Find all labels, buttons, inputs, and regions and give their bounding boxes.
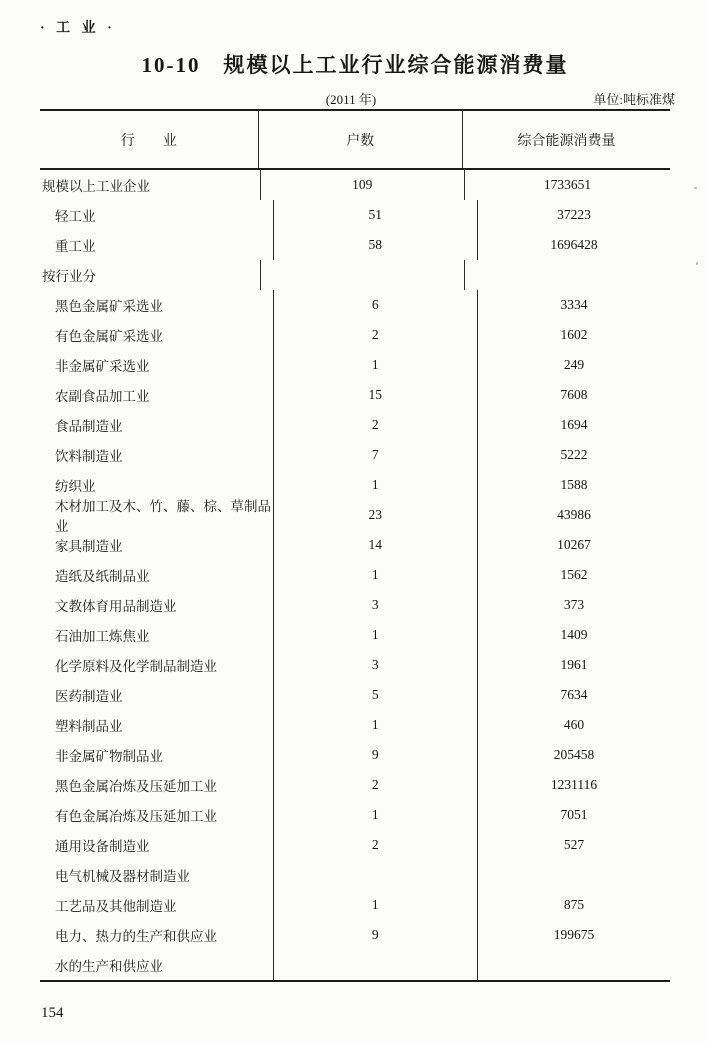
table-row bbox=[40, 800, 670, 830]
count-cell: 1 bbox=[274, 620, 479, 650]
column-header-industry: 行 业 bbox=[40, 111, 259, 168]
industry-cell: 电力、热力的生产和供应业 bbox=[40, 920, 274, 950]
energy-consumption-table bbox=[40, 109, 670, 982]
energy-cell: 1694 bbox=[560, 417, 588, 432]
table-row bbox=[40, 770, 670, 800]
industry-cell: 有色金属矿采选业 bbox=[40, 320, 274, 350]
count-cell: 9 bbox=[274, 740, 479, 770]
energy-cell: 1696428 bbox=[550, 237, 598, 252]
table-header-row bbox=[40, 109, 670, 170]
industry-cell: 造纸及纸制品业 bbox=[40, 560, 274, 590]
table-row bbox=[40, 260, 670, 290]
industry-cell: 食品制造业 bbox=[40, 410, 274, 440]
industry-cell: 家具制造业 bbox=[40, 530, 274, 560]
table-row bbox=[40, 650, 670, 680]
table-row bbox=[40, 860, 670, 890]
count-cell: 2 bbox=[274, 770, 479, 800]
industry-cell: 塑料制品业 bbox=[40, 710, 274, 740]
industry-cell: 有色金属冶炼及压延加工业 bbox=[40, 800, 274, 830]
table-body bbox=[40, 170, 670, 982]
energy-cell: 1961 bbox=[560, 657, 588, 672]
table-row bbox=[40, 200, 670, 230]
energy-cell: 1562 bbox=[560, 567, 588, 582]
count-cell: 2 bbox=[274, 320, 479, 350]
energy-cell: 875 bbox=[563, 897, 585, 912]
table-row bbox=[40, 680, 670, 710]
scan-speck bbox=[696, 262, 698, 265]
energy-cell: 3334 bbox=[560, 297, 588, 312]
count-cell: 9 bbox=[274, 920, 479, 950]
energy-cell: 7051 bbox=[560, 807, 588, 822]
count-cell: 109 bbox=[261, 170, 466, 200]
table-row bbox=[40, 530, 670, 560]
scan-speck bbox=[694, 187, 697, 189]
industry-cell: 石油加工炼焦业 bbox=[40, 620, 274, 650]
industry-cell: 非金属矿物制品业 bbox=[40, 740, 274, 770]
count-cell: 1 bbox=[274, 350, 479, 380]
table-row bbox=[40, 380, 670, 410]
energy-cell: 7608 bbox=[560, 387, 588, 402]
energy-cell: 199675 bbox=[553, 927, 595, 942]
energy-cell: 460 bbox=[563, 717, 585, 732]
table-row bbox=[40, 440, 670, 470]
industry-cell: 黑色金属矿采选业 bbox=[40, 290, 274, 320]
page-title: 10-10 规模以上工业行业综合能源消费量 bbox=[141, 53, 569, 77]
year-note: (2011 年) bbox=[325, 92, 377, 107]
industry-cell: 重工业 bbox=[40, 230, 274, 260]
count-cell: 7 bbox=[274, 440, 479, 470]
table-row bbox=[40, 320, 670, 350]
table-row bbox=[40, 410, 670, 440]
industry-cell: 通用设备制造业 bbox=[40, 830, 274, 860]
table-row bbox=[40, 590, 670, 620]
table-row bbox=[40, 230, 670, 260]
count-cell: 2 bbox=[274, 410, 479, 440]
energy-cell: 249 bbox=[563, 357, 585, 372]
energy-cell: 205458 bbox=[553, 747, 595, 762]
count-cell bbox=[261, 260, 466, 290]
table-row bbox=[40, 830, 670, 860]
table-row bbox=[40, 740, 670, 770]
column-header-energy: 综合能源消费量 bbox=[517, 133, 616, 149]
count-cell: 1 bbox=[274, 560, 479, 590]
industry-cell: 水的生产和供应业 bbox=[40, 950, 274, 980]
industry-cell: 规模以上工业企业 bbox=[40, 170, 261, 200]
count-cell: 15 bbox=[274, 380, 479, 410]
industry-cell: 文教体育用品制造业 bbox=[40, 590, 274, 620]
industry-cell: 轻工业 bbox=[40, 200, 274, 230]
energy-cell: 5222 bbox=[560, 447, 588, 462]
energy-cell: 1231116 bbox=[550, 777, 598, 792]
table-row bbox=[40, 620, 670, 650]
industry-cell: 化学原料及化学制品制造业 bbox=[40, 650, 274, 680]
energy-cell: 37223 bbox=[557, 207, 591, 222]
energy-cell: 1733651 bbox=[543, 177, 592, 192]
energy-cell: 1588 bbox=[560, 477, 588, 492]
energy-cell: 7634 bbox=[560, 687, 588, 702]
energy-cell: 373 bbox=[563, 597, 585, 612]
table-row bbox=[40, 950, 670, 980]
count-cell: 23 bbox=[274, 500, 479, 530]
industry-cell: 饮料制造业 bbox=[40, 440, 274, 470]
table-subline bbox=[0, 89, 710, 107]
count-cell bbox=[274, 860, 479, 890]
count-cell: 1 bbox=[274, 710, 479, 740]
unit-note: 单位:吨标准煤 bbox=[593, 92, 675, 107]
energy-cell: 1409 bbox=[560, 627, 588, 642]
industry-cell: 工艺品及其他制造业 bbox=[40, 890, 274, 920]
energy-cell: 43986 bbox=[557, 507, 591, 522]
section-label: · 工 业 · bbox=[40, 21, 116, 36]
table-row bbox=[40, 920, 670, 950]
count-cell: 1 bbox=[274, 800, 479, 830]
industry-cell: 木材加工及木、竹、藤、棕、草制品业 bbox=[40, 500, 274, 530]
count-cell: 2 bbox=[274, 830, 479, 860]
table-row bbox=[40, 499, 670, 534]
table-row bbox=[40, 350, 670, 380]
count-cell: 3 bbox=[274, 590, 479, 620]
count-cell: 6 bbox=[274, 290, 479, 320]
table-row bbox=[40, 170, 670, 200]
count-cell: 51 bbox=[274, 200, 479, 230]
count-cell: 1 bbox=[274, 890, 479, 920]
count-cell: 58 bbox=[274, 230, 479, 260]
count-cell: 5 bbox=[274, 680, 479, 710]
energy-cell: 10267 bbox=[557, 537, 591, 552]
count-cell: 3 bbox=[274, 650, 479, 680]
industry-cell: 按行业分 bbox=[40, 260, 261, 290]
table-row bbox=[40, 710, 670, 740]
industry-cell: 纺织业 bbox=[40, 470, 274, 500]
column-header-count: 户数 bbox=[259, 111, 464, 168]
industry-cell: 黑色金属冶炼及压延加工业 bbox=[40, 770, 274, 800]
page-number: 154 bbox=[41, 1005, 64, 1021]
count-cell bbox=[274, 950, 479, 980]
industry-cell: 非金属矿采选业 bbox=[40, 350, 274, 380]
energy-cell: 527 bbox=[563, 837, 585, 852]
industry-cell: 电气机械及器材制造业 bbox=[40, 860, 274, 890]
table-row bbox=[40, 290, 670, 320]
energy-cell: 1602 bbox=[560, 327, 588, 342]
table-row bbox=[40, 560, 670, 590]
industry-cell: 农副食品加工业 bbox=[40, 380, 274, 410]
count-cell: 14 bbox=[274, 530, 479, 560]
count-cell: 1 bbox=[274, 470, 479, 500]
table-row bbox=[40, 890, 670, 920]
industry-cell: 医药制造业 bbox=[40, 680, 274, 710]
